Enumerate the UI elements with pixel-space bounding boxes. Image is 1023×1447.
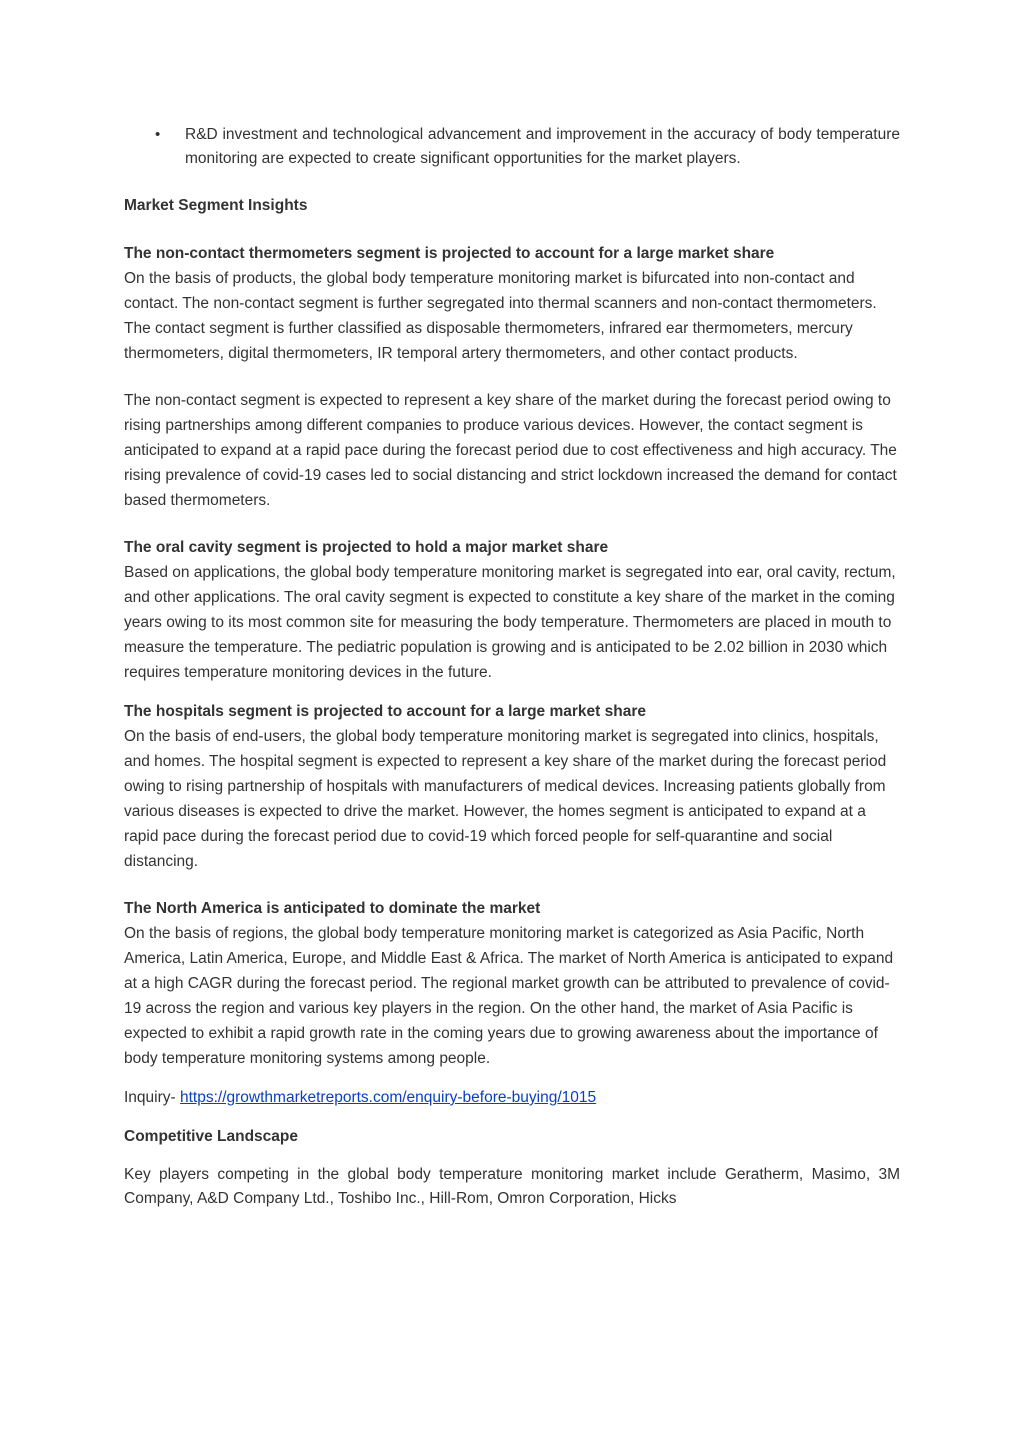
regions-paragraph: On the basis of regions, the global body temperature monitoring market is categorized as Asia Pacific, North America, Latin America, Europe, and Middle East & Africa. The market of North America is anticipated to expand at a high CAGR during the forecast period. The regional market growth can be attributed to prevalence of covid-19 across the region and various key players in the region. On the other hand, the market of Asia Pacific is expected to exhibit a rapid growth rate in the coming years due to growing awareness about the importance of body temperature monitoring systems among people. xyxy=(124,925,894,1067)
products-heading: The non-contact thermometers segment is projected to account for a large market share xyxy=(124,245,775,262)
products-paragraph-1: On the basis of products, the global body temperature monitoring market is bifurcated into non-contact and contact. The non-contact segment is further segregated into thermal scanners and non-contact thermometers. The contact segment is further classified as disposable thermometers, infrared ear thermometers, mercury thermometers, digital thermometers, IR temporal artery thermometers, and other contact products. xyxy=(124,270,877,362)
section-title: Market Segment Insights xyxy=(124,197,308,214)
bullet-text: R&D investment and technological advancement and improvement in the accuracy of body temperature monitoring are expected to create significant opportunities for the market players. xyxy=(185,126,900,167)
competitive-heading: Competitive Landscape xyxy=(124,1128,298,1145)
products-paragraph-2: The non-contact segment is expected to represent a key share of the market during the forecast period owing to rising partnerships among different companies to produce various devices. However, the contact segment is anticipated to expand at a rapid pace during the forecast period due to cost effectiveness and high accuracy. The rising prevalence of covid-19 cases led to social distancing and strict lockdown increased the demand for contact based thermometers. xyxy=(124,392,897,509)
end-users-heading: The hospitals segment is projected to account for a large market share xyxy=(124,703,646,720)
competitive-paragraph: Key players competing in the global body temperature monitoring market include Geratherm, Masimo, 3M Company, A&D Company Ltd., Toshibo Inc., Hill-Rom, Omron Corporation, Hicks xyxy=(124,1166,900,1207)
document-page xyxy=(124,123,900,1210)
bullet-dot-icon: • xyxy=(155,126,161,143)
inquiry-link[interactable]: https://growthmarketreports.com/enquiry-before-buying/1015 xyxy=(180,1089,597,1106)
applications-paragraph: Based on applications, the global body temperature monitoring market is segregated into ear, oral cavity, rectum, and other applications. The oral cavity segment is expected to constitute a key share of the market in the coming years owing to its most common site for measuring the body temperature. Thermometers are placed in mouth to measure the temperature. The pediatric population is growing and is anticipated to be 2.02 billion in 2030 which requires temperature monitoring devices in the future. xyxy=(124,564,896,681)
applications-heading: The oral cavity segment is projected to hold a major market share xyxy=(124,539,609,556)
inquiry-line xyxy=(124,1085,900,1110)
bullet-list-item xyxy=(124,123,900,170)
end-users-paragraph: On the basis of end-users, the global body temperature monitoring market is segregated into clinics, hospitals, and homes. The hospital segment is expected to represent a key share of the market during the forecast period owing to rising partnership of hospitals with manufacturers of medical devices. Increasing patients globally from various diseases is expected to drive the market. However, the homes segment is anticipated to expand at a rapid pace during the forecast period due to covid-19 which forced people for self-quarantine and social distancing. xyxy=(124,728,887,870)
regions-heading: The North America is anticipated to dominate the market xyxy=(124,900,541,917)
inquiry-label: Inquiry- xyxy=(124,1089,180,1106)
